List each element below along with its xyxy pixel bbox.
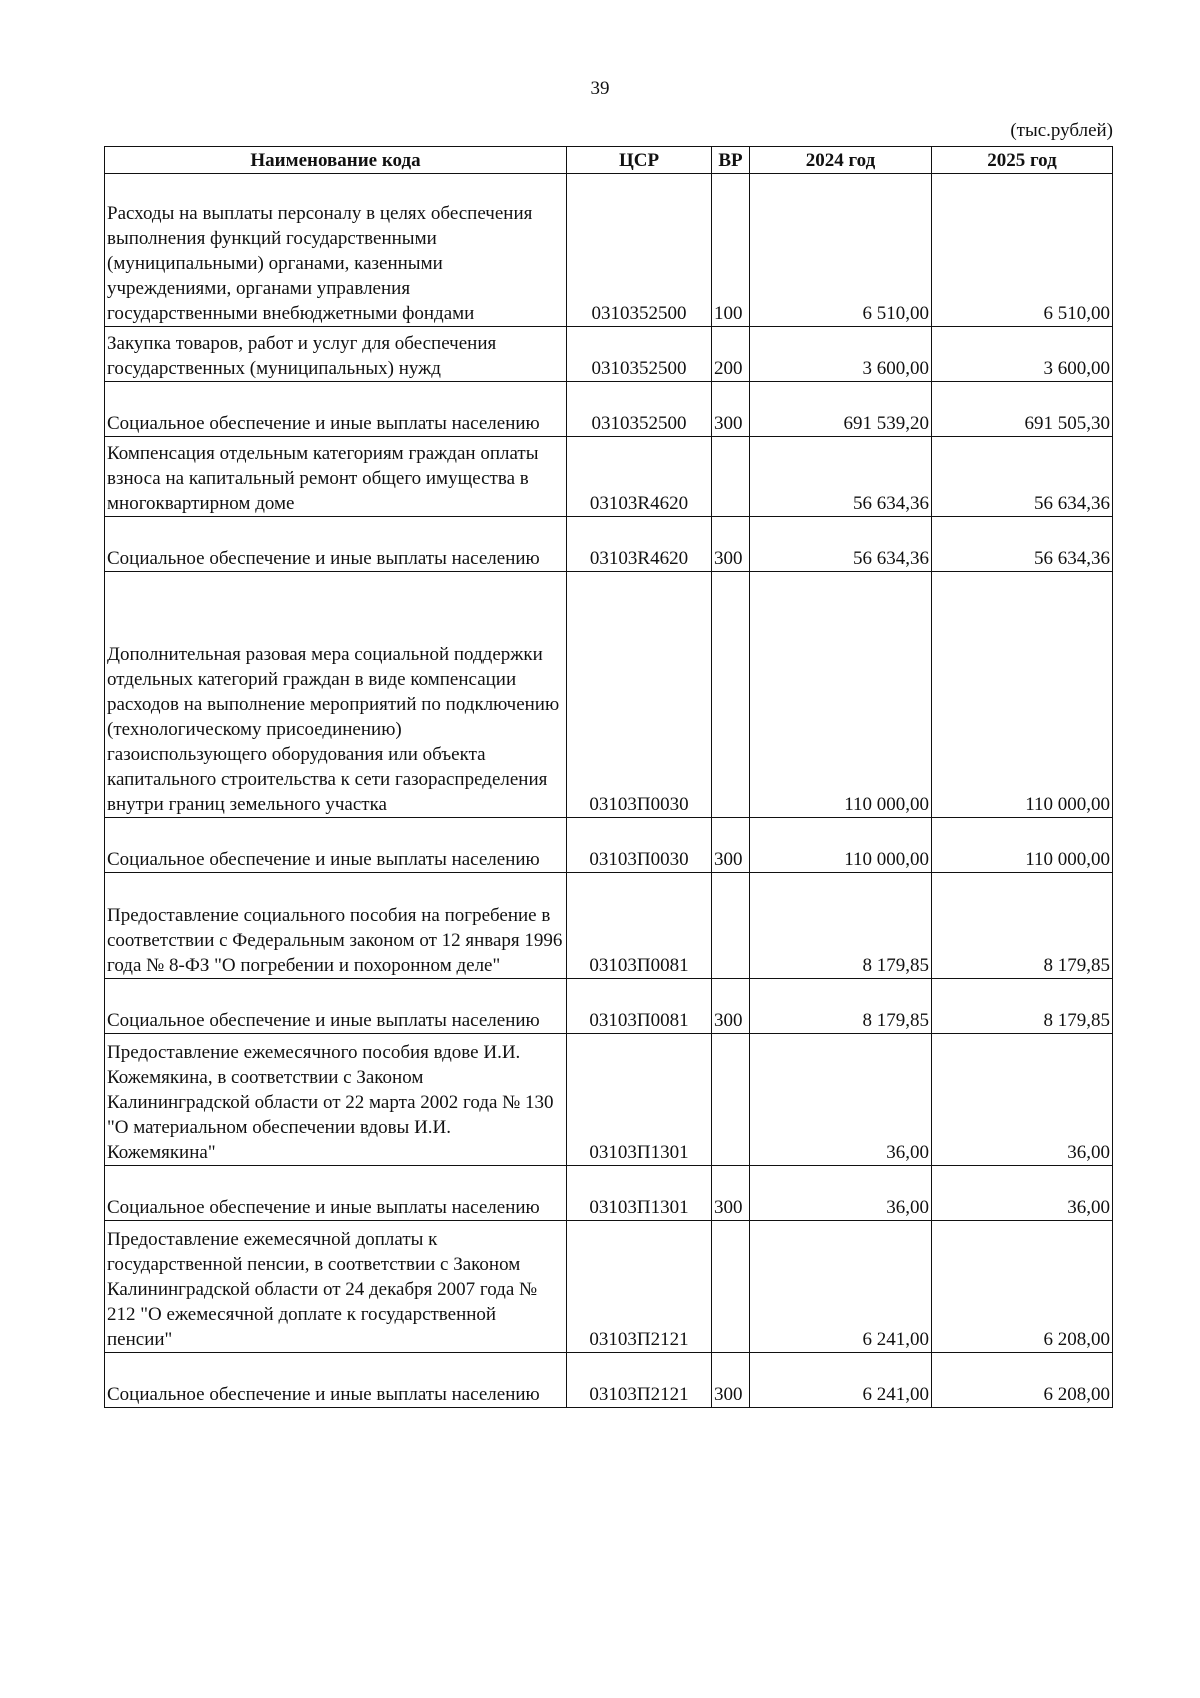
cell-vr: 300 [712,1166,750,1221]
cell-vr: 300 [712,517,750,572]
table-row [105,1166,1113,1221]
cell-csr: 03103П0030 [567,818,712,873]
cell-csr: 03103П2121 [567,1221,712,1353]
cell-name: Социальное обеспечение и иные выплаты населению [105,1353,567,1408]
cell-csr: 03103П0081 [567,873,712,979]
cell-vr [712,437,750,517]
cell-2024: 36,00 [750,1166,932,1221]
cell-vr [712,873,750,979]
cell-csr: 03103П1301 [567,1034,712,1166]
cell-2025: 36,00 [932,1166,1113,1221]
cell-csr: 03103R4620 [567,437,712,517]
cell-vr [712,572,750,818]
cell-csr: 0310352500 [567,174,712,327]
cell-csr: 03103П1301 [567,1166,712,1221]
cell-2025: 3 600,00 [932,327,1113,382]
units-label: (тыс.рублей) [1010,120,1113,141]
cell-csr: 03103П2121 [567,1353,712,1408]
cell-vr: 300 [712,1353,750,1408]
table-row [105,1353,1113,1408]
cell-csr: 03103П0081 [567,979,712,1034]
cell-vr: 300 [712,382,750,437]
header-csr: ЦСР [567,147,712,174]
header-name: Наименование кода [105,147,567,174]
cell-name: Дополнительная разовая мера социальной поддержки отдельных категорий граждан в виде компенсации расходов на выполнение мероприятий по подключению (технологическому присоединению) газоиспользующего оборудования или объекта капитального строительства к сети газораспределения внутри границ земельного участка [105,572,567,818]
cell-2024: 6 241,00 [750,1353,932,1408]
budget-table [104,146,1113,1408]
cell-2024: 691 539,20 [750,382,932,437]
cell-2025: 56 634,36 [932,437,1113,517]
table-row [105,382,1113,437]
table-row [105,873,1113,979]
cell-name: Социальное обеспечение и иные выплаты населению [105,1166,567,1221]
table-row [105,572,1113,818]
header-vr: ВР [712,147,750,174]
header-row [105,147,1113,174]
cell-name: Социальное обеспечение и иные выплаты населению [105,818,567,873]
cell-2025: 56 634,36 [932,517,1113,572]
cell-2024: 3 600,00 [750,327,932,382]
cell-csr: 03103R4620 [567,517,712,572]
page-number: 39 [590,78,610,99]
cell-name: Закупка товаров, работ и услуг для обеспечения государственных (муниципальных) нужд [105,327,567,382]
cell-2024: 8 179,85 [750,979,932,1034]
cell-vr: 300 [712,979,750,1034]
table-row [105,327,1113,382]
header-2024: 2024 год [750,147,932,174]
cell-csr: 03103П0030 [567,572,712,818]
cell-2024: 56 634,36 [750,437,932,517]
table-row [105,517,1113,572]
table-row [105,1034,1113,1166]
cell-vr: 300 [712,818,750,873]
cell-name: Предоставление ежемесячного пособия вдове И.И. Кожемякина, в соответствии с Законом Калининградской области от 22 марта 2002 года № 130 "О материальном обеспечении вдовы И.И. Кожемякина" [105,1034,567,1166]
cell-2025: 110 000,00 [932,572,1113,818]
cell-name: Расходы на выплаты персоналу в целях обеспечения выполнения функций государственными (муниципальными) органами, казенными учреждениями, органами управления государственными внебюджетными фондами [105,174,567,327]
cell-2025: 8 179,85 [932,873,1113,979]
cell-2024: 8 179,85 [750,873,932,979]
cell-csr: 0310352500 [567,327,712,382]
table-row [105,174,1113,327]
table-row [105,437,1113,517]
cell-vr [712,1034,750,1166]
cell-vr: 200 [712,327,750,382]
cell-name: Предоставление ежемесячной доплаты к государственной пенсии, в соответствии с Законом Калининградской области от 24 декабря 2007 года № 212 "О ежемесячной доплате к государственной пенсии" [105,1221,567,1353]
table-row [105,979,1113,1034]
cell-2025: 110 000,00 [932,818,1113,873]
header-2025: 2025 год [932,147,1113,174]
cell-2025: 8 179,85 [932,979,1113,1034]
cell-2025: 691 505,30 [932,382,1113,437]
table-row [105,818,1113,873]
cell-csr: 0310352500 [567,382,712,437]
cell-name: Компенсация отдельным категориям граждан оплаты взноса на капитальный ремонт общего имущества в многоквартирном доме [105,437,567,517]
cell-vr [712,1221,750,1353]
cell-2025: 6 208,00 [932,1221,1113,1353]
cell-2025: 6 208,00 [932,1353,1113,1408]
cell-name: Социальное обеспечение и иные выплаты населению [105,382,567,437]
cell-2024: 36,00 [750,1034,932,1166]
cell-2025: 36,00 [932,1034,1113,1166]
table-row [105,1221,1113,1353]
cell-name: Социальное обеспечение и иные выплаты населению [105,517,567,572]
cell-vr: 100 [712,174,750,327]
cell-2025: 6 510,00 [932,174,1113,327]
cell-name: Предоставление социального пособия на погребение в соответствии с Федеральным законом от 12 января 1996 года № 8-ФЗ "О погребении и похоронном деле" [105,873,567,979]
cell-2024: 56 634,36 [750,517,932,572]
cell-2024: 110 000,00 [750,818,932,873]
cell-2024: 6 510,00 [750,174,932,327]
cell-2024: 6 241,00 [750,1221,932,1353]
cell-2024: 110 000,00 [750,572,932,818]
cell-name: Социальное обеспечение и иные выплаты населению [105,979,567,1034]
